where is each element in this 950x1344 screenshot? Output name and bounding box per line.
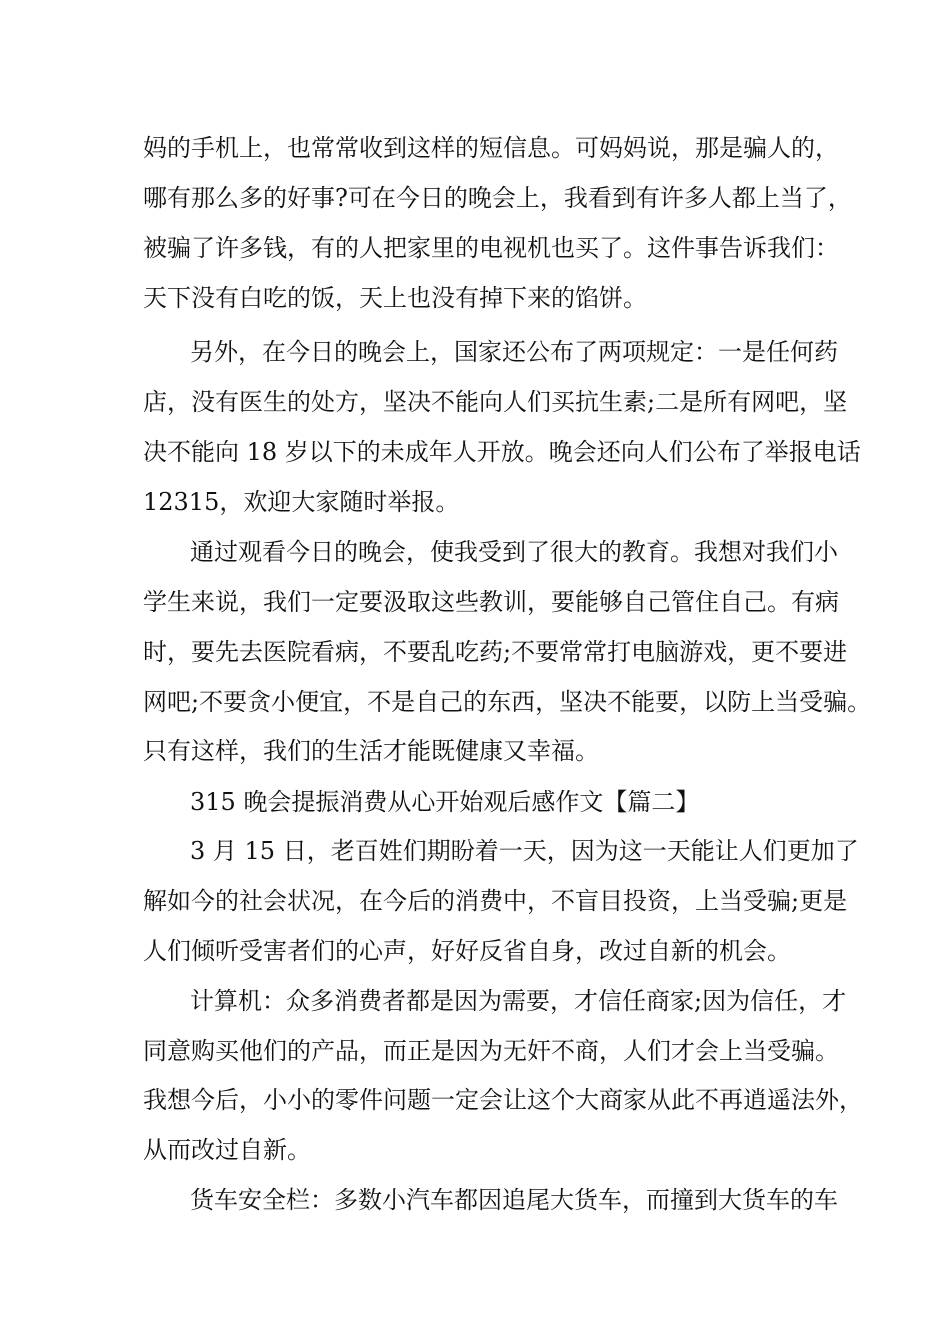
text-line: 被骗了许多钱，有的人把家里的电视机也买了。这件事告诉我们： [143, 234, 839, 262]
text-line: 哪有那么多的好事?可在今日的晚会上，我看到有许多人都上当了， [143, 184, 852, 212]
text-line: 天下没有白吃的饭，天上也没有掉下来的馅饼。 [143, 284, 647, 312]
section-heading: 315 晚会提振消费从心开始观后感作文【篇二】 [190, 788, 700, 816]
text-line: 决不能向 18 岁以下的未成年人开放。晚会还向人们公布了举报电话 [143, 438, 861, 466]
text-line: 人们倾听受害者们的心声，好好反省自身，改过自新的机会。 [143, 937, 791, 965]
paragraph-start: 另外，在今日的晚会上，国家还公布了两项规定：一是任何药 [190, 338, 838, 366]
paragraph-start: 3 月 15 日，老百姓们期盼着一天，因为这一天能让人们更加了 [190, 837, 859, 865]
paragraph-start: 通过观看今日的晚会，使我受到了很大的教育。我想对我们小 [190, 538, 838, 566]
text-line: 我想今后，小小的零件问题一定会让这个大商家从此不再逍遥法外， [143, 1086, 863, 1114]
paragraph-start: 计算机：众多消费者都是因为需要，才信任商家;因为信任，才 [190, 987, 847, 1015]
paragraph-start: 货车安全栏：多数小汽车都因追尾大货车，而撞到大货车的车 [190, 1186, 838, 1214]
text-line: 12315，欢迎大家随时举报。 [143, 488, 460, 516]
text-line: 只有这样，我们的生活才能既健康又幸福。 [143, 737, 599, 765]
text-line: 妈的手机上，也常常收到这样的短信息。可妈妈说，那是骗人的， [143, 134, 839, 162]
text-line: 解如今的社会状况，在今后的消费中，不盲目投资，上当受骗;更是 [143, 887, 848, 915]
text-line: 同意购买他们的产品，而正是因为无奸不商，人们才会上当受骗。 [143, 1037, 839, 1065]
text-line: 店，没有医生的处方，坚决不能向人们买抗生素;二是所有网吧，坚 [143, 388, 848, 416]
text-line: 网吧;不要贪小便宜，不是自己的东西，坚决不能要，以防上当受骗。 [143, 688, 872, 716]
text-line: 学生来说，我们一定要汲取这些教训，要能够自己管住自己。有病 [143, 588, 839, 616]
text-line: 时，要先去医院看病，不要乱吃药;不要常常打电脑游戏，更不要进 [143, 638, 848, 666]
text-line: 从而改过自新。 [143, 1136, 311, 1164]
